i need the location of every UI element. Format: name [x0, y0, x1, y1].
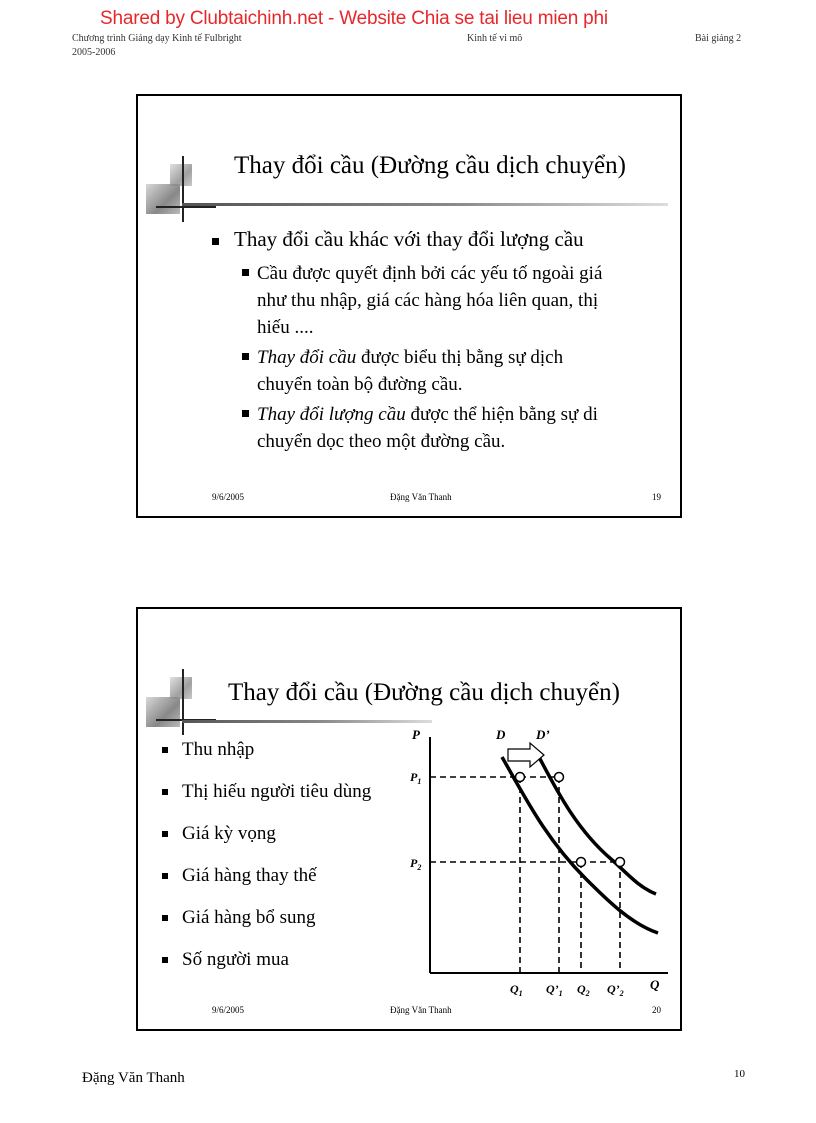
- point-p1-q1: [516, 773, 525, 782]
- tick-q1-prime: $Q’_1$: [546, 982, 563, 998]
- slide-footer-date: 9/6/2005: [212, 492, 245, 502]
- curve-label-D-prime: D’: [536, 727, 550, 742]
- tick-q1: $Q_1$: [510, 982, 523, 998]
- slide-footer-date: 9/6/2005: [212, 1005, 245, 1015]
- slide-19: Thay đổi cầu (Đường cầu dịch chuyển) Thay đổi cầu khác với thay đổi lượng cầu Cầu được quyết định bởi các yếu tố ngoài giá như thu nhập, giá các hàng hóa liên quan, thị hiếu .... Thay đổi cầu được biểu thị bằng sự dịch chuyển toàn bộ đường cầu. Thay đổi lượng cầu được thể hiện bằng sự di chuyển dọc theo một đường cầu. 9/6/2005 Đặng Văn Thanh 19: [136, 94, 682, 518]
- title-underline: [182, 720, 432, 723]
- demand-curve-D: [502, 757, 658, 933]
- point-p1-q1-prime: [555, 773, 564, 782]
- y-axis-label: P: [412, 727, 420, 742]
- title-underline: [182, 203, 668, 206]
- shift-arrow: [508, 743, 544, 767]
- header-course-title: Chương trình Giảng dạy Kinh tế Fulbright: [72, 33, 242, 44]
- title-decoration: [146, 669, 226, 739]
- point-p2-q2-prime: [616, 858, 625, 867]
- sub-bullet-2: Thay đổi cầu được biểu thị bằng sự dịch chuyển toàn bộ đường cầu.: [242, 344, 672, 398]
- header-subject: Kinh tế vi mô: [467, 33, 523, 44]
- page-number: 10: [734, 1068, 745, 1080]
- tick-q2: $Q_2$: [577, 982, 590, 998]
- header-lecture: Bài giảng 2: [695, 33, 742, 44]
- tick-q2-prime: $Q’_2$: [607, 982, 624, 998]
- title-decoration: [146, 156, 226, 226]
- demand-shift-chart: [406, 719, 676, 1007]
- slide-footer-page: 19: [652, 492, 661, 502]
- tick-p1: $P_1$: [410, 770, 422, 786]
- x-axis-label: Q: [650, 977, 660, 992]
- sub-bullet-1: Cầu được quyết định bởi các yếu tố ngoài giá như thu nhập, giá các hàng hóa liên quan, thị hiếu ....: [242, 260, 672, 341]
- slide-footer-page: 20: [652, 1005, 661, 1015]
- slide-title: Thay đổi cầu (Đường cầu dịch chuyển): [228, 679, 620, 706]
- watermark: Shared by Clubtaichinh.net - Website Chia se tai lieu mien phi: [100, 8, 608, 29]
- slide-title: Thay đổi cầu (Đường cầu dịch chuyển): [234, 152, 626, 179]
- slide-footer-author: Đặng Văn Thanh: [390, 1005, 452, 1015]
- header-year: 2005-2006: [72, 47, 116, 58]
- point-p2-q2: [577, 858, 586, 867]
- sub-bullet-3: Thay đổi lượng cầu được thể hiện bằng sự di chuyển dọc theo một đường cầu.: [242, 401, 672, 455]
- curve-label-D: D: [496, 727, 506, 742]
- slide-footer-author: Đặng Văn Thanh: [390, 492, 452, 502]
- tick-p2: $P_2$: [410, 856, 422, 872]
- page-footer-author: Đặng Văn Thanh: [82, 1070, 185, 1086]
- slide-20: Thay đổi cầu (Đường cầu dịch chuyển) Thu nhập Thị hiếu người tiêu dùng Giá kỳ vọng Giá hàng thay thế Giá hàng bổ sung Số người mua P Q D D’ $P_1$ $P_2$ $Q_1$ $Q’_1$ $Q_2$ $Q’_2$ 9/6/2005 Đặng Văn Thanh 20: [136, 607, 682, 1031]
